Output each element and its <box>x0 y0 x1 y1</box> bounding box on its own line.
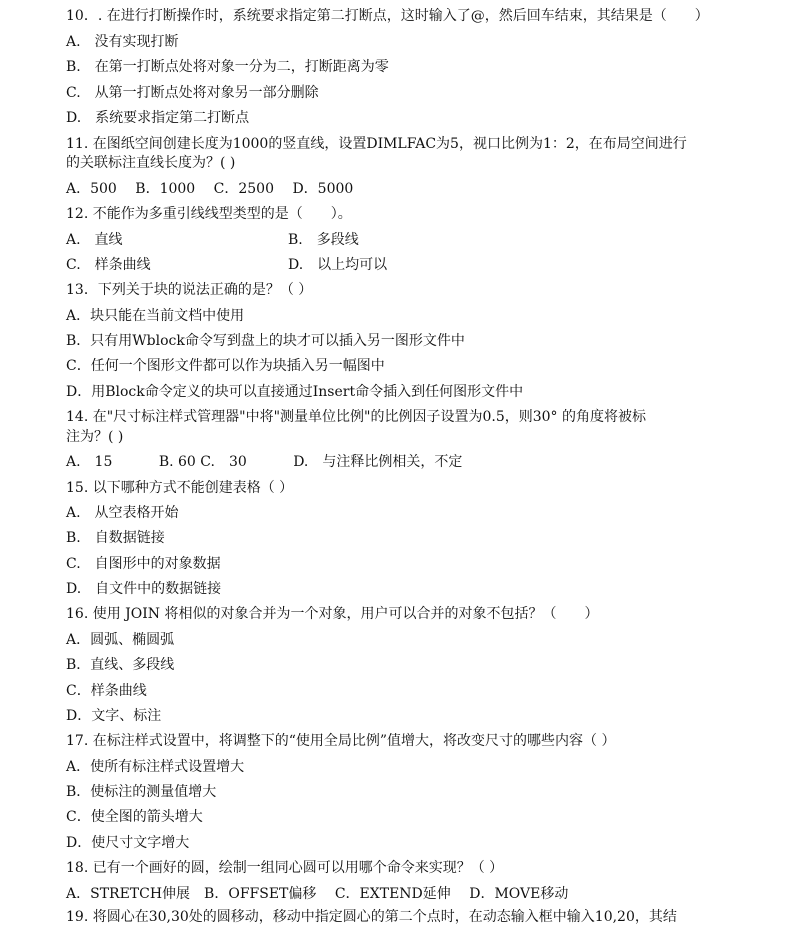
q16-option-a: A．圆弧、椭圆弧 <box>66 632 175 648</box>
q10-option-d: D. 系统要求指定第二打断点 <box>66 110 250 126</box>
q16-option-c: C．样条曲线 <box>66 683 147 699</box>
question-12: 12. 不能作为多重引线线型类型的是（ ）。 <box>66 206 352 222</box>
q13-option-a: A．块只能在当前文档中使用 <box>66 308 245 324</box>
q12-option-a: A. 直线 <box>66 232 123 248</box>
q10-option-b: B. 在第一打断点处将对象一分为二，打断距离为零 <box>66 59 389 75</box>
question-15: 15. 以下哪种方式不能创建表格（ ） <box>66 480 294 496</box>
q16-option-d: D．文字、标注 <box>66 708 162 724</box>
question-19-partial: 19. 将圆心在30,30处的圆移动，移动中指定圆心的第二个点时，在动态输入框中输入10,20，其结 <box>66 909 677 925</box>
q17-option-a: A．使所有标注样式设置增大 <box>66 759 245 775</box>
q17-option-b: B．使标注的测量值增大 <box>66 784 217 800</box>
question-16: 16. 使用 JOIN 将相似的对象合并为一个对象，用户可以合并的对象不包括？（ ） <box>66 606 599 622</box>
q15-option-c: C. 自图形中的对象数据 <box>66 556 221 572</box>
q13-option-b: B．只有用Wblock命令写到盘上的块才可以插入另一图形文件中 <box>66 333 465 349</box>
q14-options: A. 15 B. 60 C. 30 D. 与注释比例相关，不定 <box>66 454 463 470</box>
q13-option-c: C．任何一个图形文件都可以作为块插入另一幅图中 <box>66 358 385 374</box>
q18-options: A．STRETCH伸展 B．OFFSET偏移 C．EXTEND延伸 D．MOVE移动 <box>66 886 569 902</box>
q16-option-b: B．直线、多段线 <box>66 657 175 673</box>
q12-option-d: D. 以上均可以 <box>288 257 388 273</box>
question-18: 18. 已有一个画好的圆，绘制一组同心圆可以用哪个命令来实现？（ ） <box>66 860 504 876</box>
question-10: 10．. 在进行打断操作时，系统要求指定第二打断点，这时输入了@，然后回车结束，其结果是（ ） <box>66 8 709 24</box>
q11-options: A．500 B．1000 C．2500 D．5000 <box>66 181 354 197</box>
question-14-line1: 14. 在"尺寸标注样式管理器"中将"测量单位比例"的比例因子设置为0.5，则30° 的角度将被标 <box>66 409 646 425</box>
q10-option-a: A. 没有实现打断 <box>66 34 179 50</box>
q17-option-d: D．使尺寸文字增大 <box>66 835 190 851</box>
q15-option-b: B. 自数据链接 <box>66 530 165 546</box>
question-13: 13．下列关于块的说法正确的是？（ ） <box>66 282 313 298</box>
question-11-line2: 的关联标注直线长度为？( ) <box>66 155 236 171</box>
q13-option-d: D．用Block命令定义的块可以直接通过Insert命令插入到任何图形文件中 <box>66 384 524 400</box>
q10-option-c: C. 从第一打断点处将对象另一部分删除 <box>66 85 319 101</box>
q12-option-c: C. 样条曲线 <box>66 257 151 273</box>
q12-option-b: B. 多段线 <box>288 232 359 248</box>
q15-option-d: D. 自文件中的数据链接 <box>66 581 222 597</box>
q17-option-c: C．使全图的箭头增大 <box>66 809 203 825</box>
question-14-line2: 注为？( ) <box>66 429 124 445</box>
question-11-line1: 11. 在图纸空间创建长度为1000的竖直线，设置DIMLFAC为5，视口比例为1：2，在布局空间进行 <box>66 136 687 152</box>
q15-option-a: A. 从空表格开始 <box>66 505 179 521</box>
question-17: 17. 在标注样式设置中，将调整下的“使用全局比例”值增大，将改变尺寸的哪些内容（ ） <box>66 733 616 749</box>
